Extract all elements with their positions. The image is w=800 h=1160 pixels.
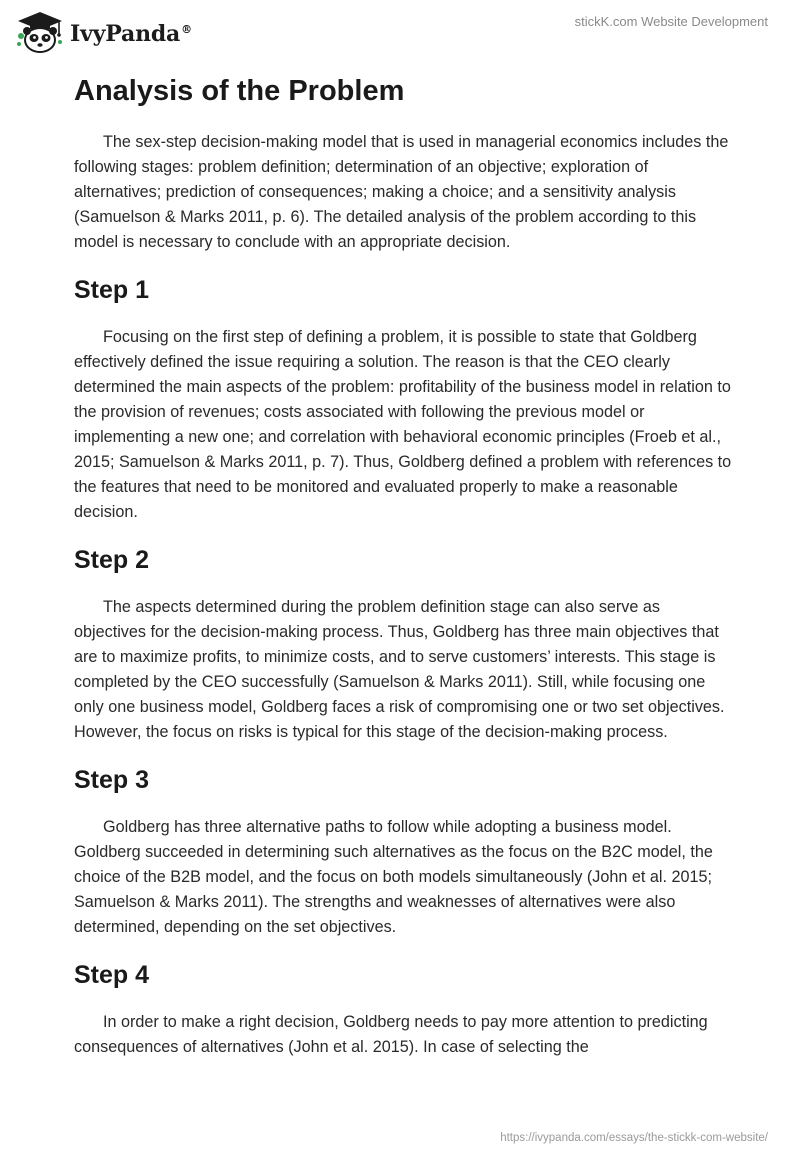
panda-graduate-icon [16,10,64,54]
document-title: stickK.com Website Development [574,14,768,29]
section-paragraph-step-3: Goldberg has three alternative paths to follow while adopting a business model. Goldberg succeeded in determining such alternatives as the focus on the B2C model, the choice of the B2B model, and the focus on both models simultaneously (John et al. 2015; Samuelson & Marks 2011). The strengths and weaknesses of alternatives were also determined, depending on the set objectives. [74,818,713,936]
section-paragraph-step-4: In order to make a right decision, Goldberg needs to pay more attention to predicting consequences of alternatives (John et al. 2015). In case of selecting the [74,1013,708,1056]
source-url[interactable]: https://ivypanda.com/essays/the-stickk-com-website/ [500,1132,768,1144]
section-paragraph-step-2: The aspects determined during the problem definition stage can also serve as objectives for the decision-making process. Thus, Goldberg has three main objectives that are to maximize profits, to minimize costs, and to serve customers’ interests. This stage is completed by the CEO successfully (Samuelson & Marks 2011). Still, while focusing one only one business model, Goldberg faces a risk of compromising one or two set objectives. However, the focus on risks is typical for this stage of the decision-making process. [74,598,725,741]
article-title: Analysis of the Problem [74,75,405,107]
section-heading-step-1: Step 1 [74,276,150,304]
section-heading-step-2: Step 2 [74,546,150,574]
section-paragraph-step-1: Focusing on the first step of defining a problem, it is possible to state that Goldberg effectively defined the issue requiring a solution. The reason is that the CEO clearly determined the main aspects of the problem: profitability of the business model in relation to the provision of revenues; costs associated with following the previous model or implementing a new one; and correlation with behavioral economic principles (Froeb et al., 2015; Samuelson & Marks 2011, p. 7). Thus, Goldberg defined a problem with references to the features that need to be monitored and evaluated properly to make a reasonable decision. [74,328,732,521]
article-body [74,70,734,1060]
brand-name: IvyPanda® [70,21,192,47]
page-header [0,0,800,62]
section-heading-step-4: Step 4 [74,961,150,989]
intro-paragraph: The sex-step decision-making model that is used in managerial economics includes the following stages: problem definition; determination of an objective; exploration of alternatives; prediction of consequences; making a choice; and a sensitivity analysis (Samuelson & Marks 2011, p. 6). The detailed analysis of the problem according to this model is necessary to conclude with an appropriate decision. [74,133,729,251]
brand-logo[interactable] [16,10,192,54]
section-heading-step-3: Step 3 [74,766,150,794]
